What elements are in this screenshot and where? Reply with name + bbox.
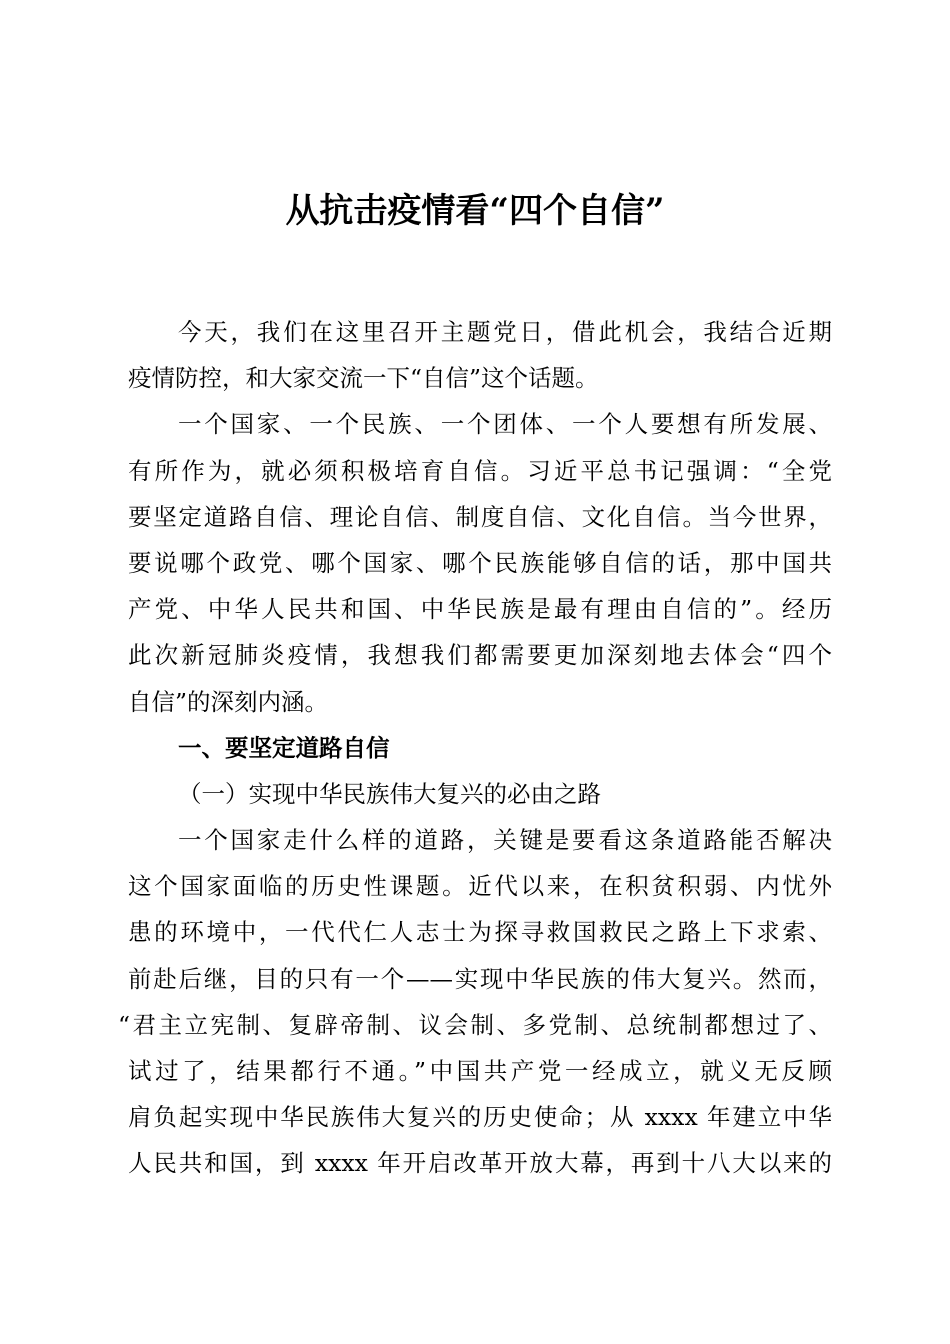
paragraph-line: 这个国家面临的历史性课题。近代以来，在积贫积弱、内忧外: [128, 872, 832, 901]
paragraph-line: 自信”的深刻内涵。: [128, 687, 329, 716]
paragraph-line: 疫情防控，和大家交流一下“自信”这个话题。: [128, 364, 599, 393]
paragraph-line: 人民共和国，到 xxxx 年开启改革开放大幕，再到十八大以来的: [128, 1149, 832, 1178]
paragraph-line: 要说哪个政党、哪个国家、哪个民族能够自信的话，那中国共: [128, 548, 832, 577]
paragraph-line: “君主立宪制、复辟帝制、议会制、多党制、总统制都想过了、: [118, 1010, 832, 1039]
paragraph-line: 患的环境中，一代代仁人志士为探寻救国救民之路上下求索、: [128, 918, 832, 947]
paragraph-line: 产党、中华人民共和国、中华民族是最有理由自信的”。经历: [128, 595, 832, 624]
paragraph-line: 肩负起实现中华民族伟大复兴的历史使命；从 xxxx 年建立中华: [128, 1103, 832, 1132]
paragraph-line: 一个国家走什么样的道路，关键是要看这条道路能否解决: [178, 826, 832, 855]
section-heading: 一、要坚定道路自信: [178, 733, 390, 762]
paragraph-line: 试过了，结果都行不通。”中国共产党一经成立，就义无反顾: [128, 1057, 832, 1085]
document-title: 从抗击疫情看“四个自信”: [285, 191, 665, 231]
paragraph-line: 有所作为，就必须积极培育自信。习近平总书记强调：“全党: [128, 456, 832, 485]
paragraph-line: 前赴后继，目的只有一个——实现中华民族的伟大复兴。然而，: [128, 964, 832, 993]
paragraph-line: 此次新冠肺炎疫情，我想我们都需要更加深刻地去体会“四个: [128, 641, 832, 670]
document-body: [118, 309, 832, 1187]
paragraph-line: 一个国家、一个民族、一个团体、一个人要想有所发展、: [178, 410, 832, 439]
paragraph-line: 要坚定道路自信、理论自信、制度自信、文化自信。当今世界，: [128, 502, 832, 531]
paragraph-line: 今天，我们在这里召开主题党日，借此机会，我结合近期: [178, 318, 832, 346]
subsection-heading: （一）实现中华民族伟大复兴的必由之路: [178, 779, 601, 808]
